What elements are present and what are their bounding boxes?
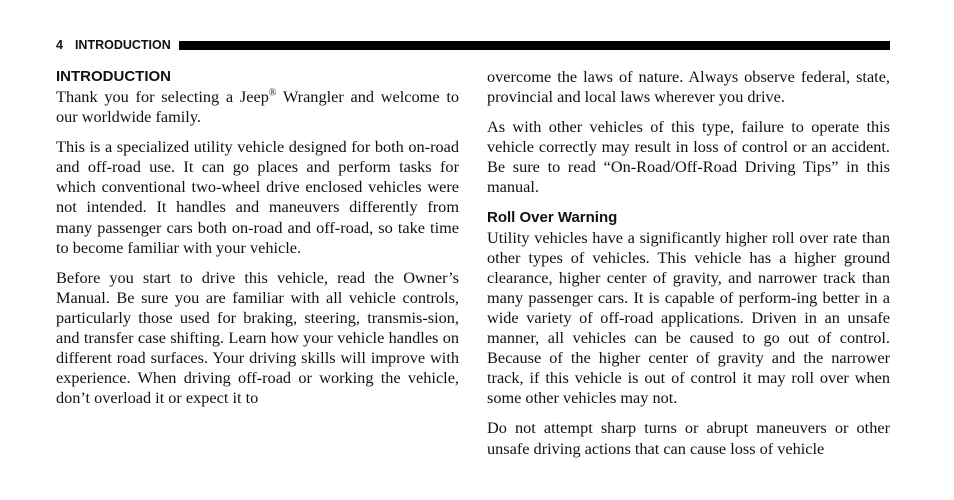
laws-paragraph: overcome the laws of nature. Always observe federal, state, provincial and local laws wherever you drive. <box>487 67 890 107</box>
welcome-paragraph <box>56 87 459 127</box>
running-head <box>56 38 890 52</box>
operation-paragraph: As with other vehicles of this type, failure to operate this vehicle correctly may result in loss of control or an accident. Be sure to read “On-Road/Off-Road Driving Tips” in this manual. <box>487 117 890 197</box>
owners-manual-paragraph: Before you start to drive this vehicle, read the Owner’s Manual. Be sure you are familiar with all vehicle controls, particularly those used for braking, steering, transmis-sion, and transfer case shifting. Learn how your vehicle handles on different road surfaces. Your driving skills will improve with experience. When driving off-road or working the vehicle, don’t overload it or expect it to <box>56 267 459 408</box>
vehicle-description-paragraph: This is a specialized utility vehicle designed for both on-road and off-road use. It can go places and perform tasks for which conventional two-wheel drive enclosed vehicles were not intended. It handles and maneuvers differently from many passenger cars both on-road and off-road, so take time to become familiar with your vehicle. <box>56 137 459 257</box>
page-number: 4 <box>56 38 63 52</box>
right-column <box>487 67 890 469</box>
roll-over-paragraph: Utility vehicles have a significantly higher roll over rate than other types of vehicles. This vehicle has a higher ground clearance, higher center of gravity, and narrower track than many passenger cars. It is capable of perform-ing better in a wide variety of off-road applications. Driven in an unsafe manner, all vehicles can be caused to go out of control. Because of the higher center of gravity and the narrower track, if this vehicle is out of control it may roll over when some other vehicles may not. <box>487 227 890 408</box>
maneuvers-paragraph: Do not attempt sharp turns or abrupt maneuvers or other unsafe driving actions that can cause loss of vehicle <box>487 418 890 458</box>
roll-over-heading: Roll Over Warning <box>487 208 618 226</box>
section-heading: INTRODUCTION <box>56 68 171 85</box>
left-column <box>56 67 459 418</box>
registered-mark: ® <box>268 87 277 99</box>
section-title: INTRODUCTION <box>74 38 171 52</box>
welcome-text-end: Wrangler and welcome to our worldwide family. <box>56 87 459 127</box>
header-rule <box>179 41 890 50</box>
welcome-text-start: Thank you for selecting a Jeep <box>56 87 269 106</box>
